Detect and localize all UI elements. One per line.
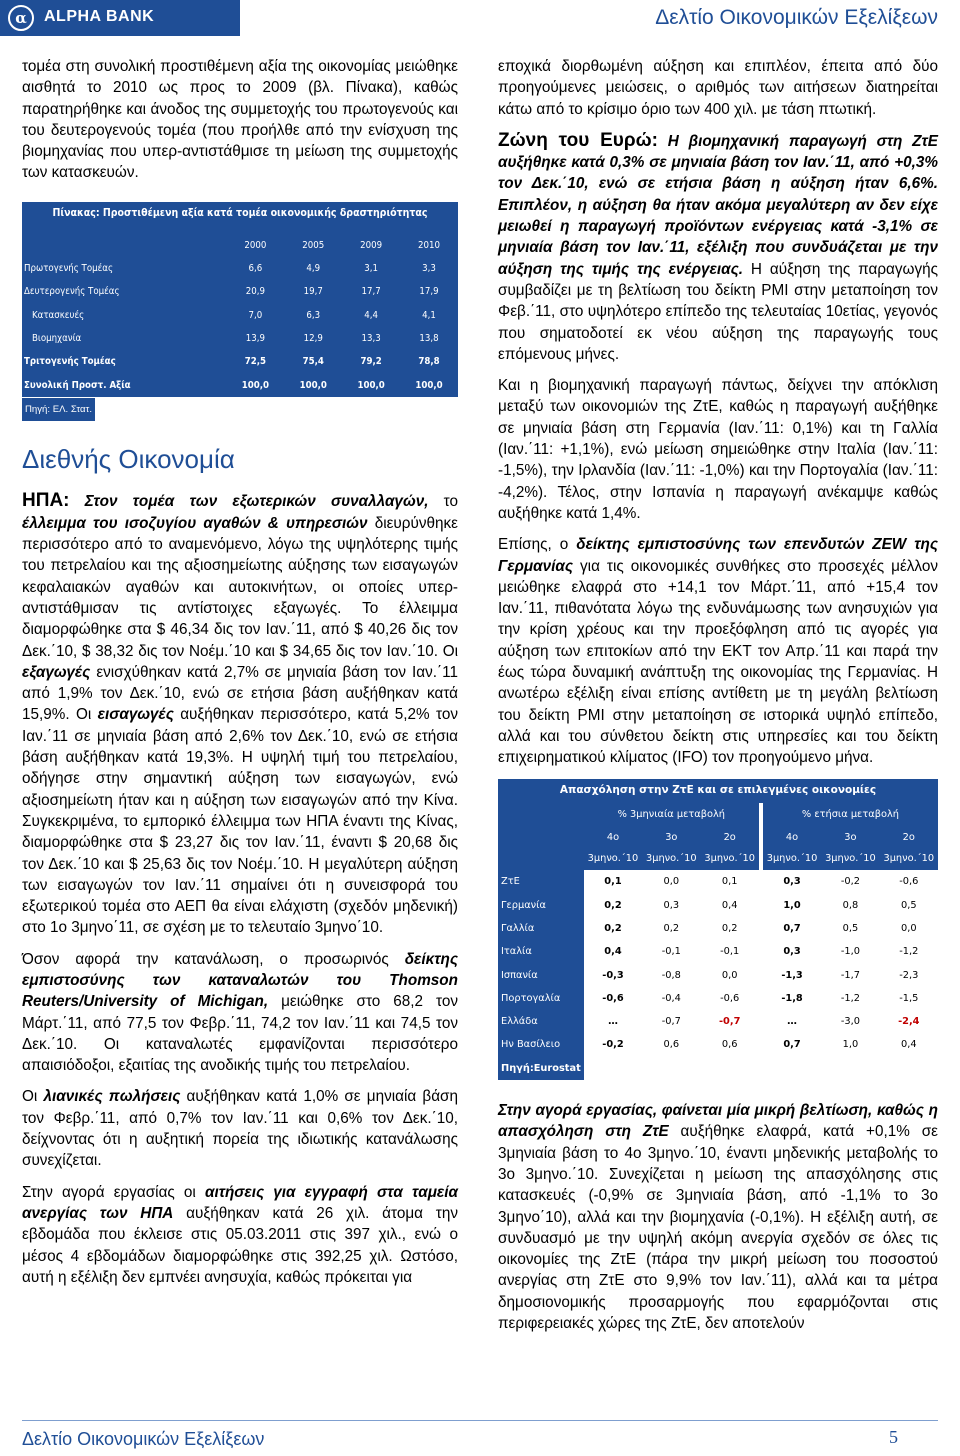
table-row [498, 940, 938, 963]
usa-heading: ΗΠΑ: [22, 490, 70, 512]
footer-title: Δελτίο Οικονομικών Εξελίξεων [22, 1429, 265, 1449]
page-header [0, 0, 960, 40]
table-cell: 13,3 [342, 327, 400, 350]
page-footer [22, 1420, 938, 1449]
table-row [498, 1010, 938, 1033]
usa-labor-paragraph: Στην αγορά εργασίας οι αιτήσεις για εγγραφή στα ταμεία ανεργίας των ΗΠΑ αυξήθηκαν κατά 26 χιλ. άτομα την εβδομάδα που έκλεισε στις 05.03.2011 στις 397 χιλ., ενώ ο μέσος 4 εβδομάδων διαμορφώθηκε στις 392,25 χιλ. Ωστόσο, αυτή η εξέλιξη δεν εμπνέει ανησυχία, καθώς πρόκειται για [22, 1183, 458, 1286]
table-cell: 20,9 [226, 280, 284, 303]
table-cell: 100,0 [342, 374, 400, 397]
row-label: Ιταλία [498, 940, 584, 963]
bank-name: ALPHA BANK [44, 8, 155, 25]
table-cell: -0,6 [899, 876, 919, 888]
table-row [498, 870, 938, 893]
table-cell: 0,4 [604, 946, 622, 958]
table-cell: 4,9 [284, 257, 342, 280]
table-cell: 79,2 [342, 350, 400, 373]
left-column [22, 56, 458, 1288]
table-cell: 0,7 [783, 922, 801, 934]
column-header: 2ο 3μηνο.΄10 [701, 826, 759, 871]
zew-paragraph: Επίσης, ο δείκτης εμπιστοσύνης των επενδυτών ZEW της Γερμανίας για τις οικονομικές συνθήκες στο προσεχές μέλλον μειώθηκε ελαφρά στο +14,1 τον Μάρτ.΄11, από +15,4 τον Ιαν.΄11, πιθανότατα λόγω της ενδυνάμωσης των ανησυχιών για την κρίση χρέους και την προεξόφληση από τις αγορές για αύξηση των επιτοκίων από την ΕΚΤ τον Απρ.΄11 και παρά την έως τώρα δυναμική ανάπτυξη της οικονομίας της Γερμανίας. Η ανωτέρω εξέλιξη είναι επίσης αντίθετη με τη μεγάλη βελτίωση του δείκτη PMI στην μεταποίηση σε ιστορικά υψηλό επίπεδο, αλλά και του σύνθετου δείκτη στις υπηρεσίες και του δείκτη επιχειρηματικού κλίματος (IFO) τον προηγούμενο μήνα. [498, 536, 938, 767]
table-cell: 0,3 [663, 899, 680, 911]
table-source: Πηγή:Eurostat [498, 1057, 584, 1080]
table-cell: -0,4 [661, 992, 681, 1004]
table-cell: 0,5 [900, 899, 917, 911]
table-cell: … [608, 1016, 618, 1028]
alpha-logo-icon: α [8, 5, 34, 31]
table-cell: 12,9 [284, 327, 342, 350]
table-cell: 3,1 [342, 257, 400, 280]
table-cell: 6,3 [284, 304, 342, 327]
table-cell: 1,0 [783, 899, 801, 911]
page-number: 5 [889, 1427, 898, 1447]
labor-market-paragraph: Στην αγορά εργασίας, φαίνεται μία μικρή βελτίωση, καθώς η απασχόληση στη ΖτΕ αυξήθηκε ελαφρά, κατά +0,1% σε 3μηνιαία βάση το 4ο 3μηνο.΄10, έναντι μηδενικής μεταβολής το 3ο 3μηνο.΄10. Συνεχίζεται η μείωση της απασχόλησης στις κατασκευές (-0,9% σε 3μηνιαία βάση, από -1,1% το 3ο 3μηνο΄10), αλλά και την βιομηχανία (-0,1%). Η εξέλιξη αυτή, σε συνδυασμό με την υψηλή ακόμη ανεργία σχεδόν σε όλες τις οικονομίες της ΖτΕ (πάρα την μικρή μείωση του ποσοστού ανεργίας στη ΖτΕ στο 9,9% τον Ιαν.΄11), αλλά και τα μέτρα δημοσιονομικής προσαρμογής που εφαρμόζονται στις περιφερειακές χώρες της ΖτΕ, δεν αποτελούν [498, 1102, 938, 1333]
row-label: Γαλλία [498, 917, 584, 940]
year-header: 2000 [226, 234, 284, 257]
table-cell: 13,9 [226, 327, 284, 350]
table-cell: 0,2 [604, 922, 622, 934]
row-label: Ην Βασίλειο [498, 1033, 584, 1056]
table-cell: -0,6 [720, 992, 740, 1004]
table-cell: 0,3 [783, 946, 801, 958]
table-cell: 0,2 [663, 922, 680, 934]
eurozone-heading: Ζώνη του Ευρώ: [498, 129, 658, 151]
table-cell: 78,8 [400, 350, 458, 373]
table-cell: -1,8 [781, 992, 803, 1004]
table-cell: -0,1 [661, 946, 681, 958]
table-cell: 0,2 [721, 922, 738, 934]
bulletin-title: Δελτίο Οικονομικών Εξελίξεων [655, 6, 938, 29]
table-cell: 100,0 [226, 374, 284, 397]
table-row [22, 304, 458, 327]
table-row [22, 257, 458, 280]
table-cell: 0,7 [783, 1039, 801, 1051]
table-cell: 0,6 [663, 1039, 680, 1051]
usa-trade-paragraph: ΗΠΑ: Στον τομέα των εξωτερικών συναλλαγών, το έλλειμμα του ισοζυγίου αγαθών & υπηρεσιών διευρύνθηκε περισσότερο από το αναμενόμενο, λόγω της υψηλότερης τιμής του πετρελαίου και της αξιοσημείωτης αύξησης των εισαγωγών κεφαλαιακών αγαθών και αυτοκινήτων, οι οποίες υπερ-αντιστάθμισαν τις αντίστοιχες εξαγωγές. Το έλλειμμα διαμορφώθηκε στα $ 46,34 δις τον Ιαν.΄11, από $ 40,26 δις τον Δεκ.΄10, $ 38,32 δις τον Νοέμ.΄10 και $ 34,65 δις τον Ιαν.΄10. Οι εξαγωγές ενισχύθηκαν κατά 2,7% σε μηνιαία βάση τον Ιαν.΄11 από 1,9% τον Δεκ.΄10, ενώ σε ετήσια βάση αυξήθηκαν κατά 15,9%. Οι εισαγωγές αυξήθηκαν περισσότερο, κατά 5,2% τον Ιαν.΄11 σε μηνιαία βάση από 2,6% τον Δεκ.΄10, ενώ σε ετήσια βάση αυξήθηκαν κατά 19,3%. Η υψηλή τιμή του πετρελαίου, οδήγησε στην σημαντική αύξηση των εισαγωγών, ενώ αξιοσημείωτη ήταν και η αύξηση των εισαγωγών από την Κίνα. Συγκεκριμένα, το εμπορικό έλλειμμα των ΗΠΑ έναντι της Κίνας, διαμορφώθηκε στα $ 23,27 δις τον Ιαν.΄11, έναντι $ 20,68 δις τον Δεκ.΄10 και $ 25,63 δις τον Νοέμ.΄10. Η μεγαλύτερη αύξηση των εισαγωγών τον Ιαν.΄11 σημαίνει ότι η συνεισφορά του εξωτερικού τομέα στο ΑΕΠ θα είναι ελάχιστη (σχεδόν μηδενική) στο 1ο 3μηνο΄11, σε σχέση με το τελευταίο 3μηνο΄10. [22, 490, 459, 937]
divergence-paragraph: Και η βιομηχανική παραγωγή πάντως, δείχνει την απόκλιση μεταξύ των οικονομιών της ΖτΕ, καθώς η παραγωγή αυξήθηκε σε μηνιαία βάση στη Γερμανία (Ιαν.΄11: 0,1%) και τη Γαλλία (Ιαν.΄11: +1,1%), ενώ μείωση σημειώθηκε στην Ιταλία (Ιαν.΄11: -1,5%), την Ιρλανδία (Ιαν.΄11: -1,0%) και την Πορτογαλία (Ιαν.΄11: -4,2%). Τέλος, στην Ισπανία η παραγωγή ανέκαμψε καθώς αυξήθηκε κατά 1,4%. [498, 377, 938, 522]
table-cell: -1,3 [781, 969, 803, 981]
row-label: Πορτογαλία [498, 987, 584, 1010]
table-header-row [22, 234, 458, 257]
right-column [498, 56, 938, 1344]
row-label: Κατασκευές [22, 304, 226, 327]
table-cell: -0,8 [661, 969, 681, 981]
table-cell: 0,4 [900, 1039, 917, 1051]
table-cell: -1,5 [899, 992, 919, 1004]
column-header: 3ο 3μηνο.΄10 [821, 826, 879, 871]
table-cell: 17,9 [400, 280, 458, 303]
table-cell: 3,3 [400, 257, 458, 280]
row-label: Συνολική Προστ. Αξία [22, 374, 226, 397]
row-label: Γερμανία [498, 894, 584, 917]
table-cell: -0,1 [720, 946, 740, 958]
table-cell: 100,0 [284, 374, 342, 397]
table-cell: 4,1 [400, 304, 458, 327]
table-cell: 17,7 [342, 280, 400, 303]
bank-logo [0, 0, 240, 36]
row-label: Δευτερογενής Τομέας [22, 280, 226, 303]
table-title: Πίνακας: Προστιθέμενη αξία κατά τομέα οικονομικής δραστηριότητας [22, 202, 458, 226]
table-row [498, 917, 938, 940]
table-cell: -0,7 [661, 1016, 681, 1028]
year-header: 2009 [342, 234, 400, 257]
row-label: Ισπανία [498, 964, 584, 987]
table-cell: -2,4 [898, 1016, 920, 1028]
group-header: % ετήσια μεταβολή [763, 803, 938, 826]
table-row [498, 987, 938, 1010]
row-label: Ελλάδα [498, 1010, 584, 1033]
table-cell: 13,8 [400, 327, 458, 350]
table-cell: -1,2 [840, 992, 860, 1004]
table-source: Πηγή: ΕΛ. Στατ. [22, 398, 95, 421]
row-label: Τριτογενής Τομέας [22, 350, 226, 373]
value-added-table-block [22, 202, 458, 421]
table-cell: 0,5 [842, 922, 859, 934]
table-cell: 0,0 [663, 876, 680, 888]
year-header: 2010 [400, 234, 458, 257]
table-cell: 4,4 [342, 304, 400, 327]
table-group-row [498, 803, 938, 826]
table-cell: -1,7 [840, 969, 860, 981]
table-source-row [498, 1057, 938, 1080]
intro-paragraph: τομέα στη συνολική προστιθέμενη αξία της οικονομίας μειώθηκε αισθητά το 2010 ως προς το 2009 (βλ. Πίνακα), καθώς παρατηρήθηκε και άνοδος της συμμετοχής του πρωτογενούς και του δευτερογενούς τομέα (που προήλθε από την ενίσχυση της βιομηχανίας που υπερ-αντιστάθμισε τη μείωση της συμμετοχής των κατασκευών. [22, 58, 458, 182]
group-header: % 3μηνιαία μεταβολή [584, 803, 759, 826]
table-header-row [498, 826, 938, 871]
table-row [498, 1033, 938, 1056]
table-row [498, 964, 938, 987]
table-row [22, 327, 458, 350]
section-title: Διεθνής Οικονομία [22, 444, 235, 475]
eurozone-industry-paragraph: Ζώνη του Ευρώ: Η βιομηχανική παραγωγή στη ΖτΕ αυξήθηκε κατά 0,3% σε μηνιαία βάση τον Ιαν.΄11, από +0,3% τον Δεκ.΄10, ενώ σε ετήσια βάση η αύξηση ήταν 6,6%. Επιπλέον, η αύξηση θα ήταν ακόμα μεγαλύτερη αν δεν είχε μειωθεί η παραγωγή προϊόντων ενέργειας κατά -3,1% σε μηνιαία βάση τον Ιαν.΄11, εξέλιξη που συνδυάζεται με την αύξηση της τιμής της ενέργειας. Η αύξηση της παραγωγής συμβαδίζει με τη βελτίωση του δείκτη PMI στην μεταποίηση τον Φεβ.΄11, στο υψηλότερο επίπεδο της τελευταίας 10ετίας, γεγονός που σηματοδοτεί εκ νέου αύξηση της παραγωγής τους επόμενους μήνες. [498, 129, 938, 363]
row-label: Πρωτογενής Τομέας [22, 257, 226, 280]
table-cell: 72,5 [226, 350, 284, 373]
table-cell: … [787, 1016, 797, 1028]
table-row [22, 280, 458, 303]
table-cell: 0,2 [604, 899, 622, 911]
table-cell: -0,3 [602, 969, 624, 981]
table-cell: 1,0 [842, 1039, 859, 1051]
value-added-table [22, 202, 458, 397]
usa-consumer-paragraph: Όσον αφορά την κατανάλωση, ο προσωρινός δείκτης εμπιστοσύνης των καταναλωτών του Thomson Reuters/University of Michigan, μειώθηκε στο 68,2 τον Μάρτ.΄11, από 77,5 τον Φεβρ.΄11, 74,2 τον Ιαν.΄11 και 74,5 τον Δεκ.΄10. Οι καταναλωτές εμφανίζονται περισσότερο απαισιόδοξοι, εξαιτίας της ανοδικής τιμής του πετρελαίου. [22, 950, 458, 1075]
employment-table [498, 779, 938, 1081]
table-cell: -0,2 [602, 1039, 624, 1051]
table-cell: 0,1 [721, 876, 738, 888]
column-header: 4ο 3μηνο.΄10 [763, 826, 821, 871]
column-header: 3ο 3μηνο.΄10 [642, 826, 700, 871]
table-cell: 75,4 [284, 350, 342, 373]
table-cell: -1,2 [899, 946, 919, 958]
column-header: 4ο 3μηνο.΄10 [584, 826, 642, 871]
table-cell: -2,3 [899, 969, 919, 981]
usa-retail-paragraph: Οι λιανικές πωλήσεις αυξήθηκαν κατά 1,0% σε μηνιαία βάση τον Φεβρ.΄11, από 0,7% τον Ιαν.΄11 και 0,6% τον Δεκ.΄10, δείχνοντας ότι η αυξητική πορεία της ιδιωτικής κατανάλωσης συνεχίζεται. [22, 1088, 458, 1170]
table-cell: -0,2 [840, 876, 860, 888]
table-cell: 100,0 [400, 374, 458, 397]
table-row [498, 894, 938, 917]
table-cell: -0,7 [718, 1016, 741, 1028]
table-cell: 0,0 [721, 969, 738, 981]
table-cell: 0,1 [604, 876, 622, 888]
table-cell: 0,6 [721, 1039, 738, 1051]
table-cell: 0,4 [721, 899, 738, 911]
table-cell: -0,6 [602, 992, 624, 1004]
table-title: Απασχόληση στην ΖτΕ και σε επιλεγμένες οικονομίες [498, 779, 938, 803]
year-header: 2005 [284, 234, 342, 257]
table-cell: 0,8 [842, 899, 859, 911]
row-label: Βιομηχανία [22, 327, 226, 350]
column-header: 2ο 3μηνο.΄10 [880, 826, 938, 871]
table-cell: 7,0 [226, 304, 284, 327]
row-label: ΖτΕ [498, 870, 584, 893]
table-cell: 6,6 [226, 257, 284, 280]
table-cell: -3,0 [840, 1016, 860, 1028]
table-cell: 19,7 [284, 280, 342, 303]
claims-paragraph: εποχικά διορθωμένη αύξηση και επιπλέον, έπειτα από δύο προηγούμενες μειώσεις, ο αριθμός των αιτήσεων διατηρείται κάτω από το κρίσιμο όριο των 400 χιλ. με τάση πτωτική. [498, 58, 938, 118]
table-cell: 0,3 [783, 876, 801, 888]
table-row [22, 374, 458, 397]
table-row [22, 350, 458, 373]
table-cell: -1,0 [840, 946, 860, 958]
table-cell: 0,0 [900, 922, 917, 934]
